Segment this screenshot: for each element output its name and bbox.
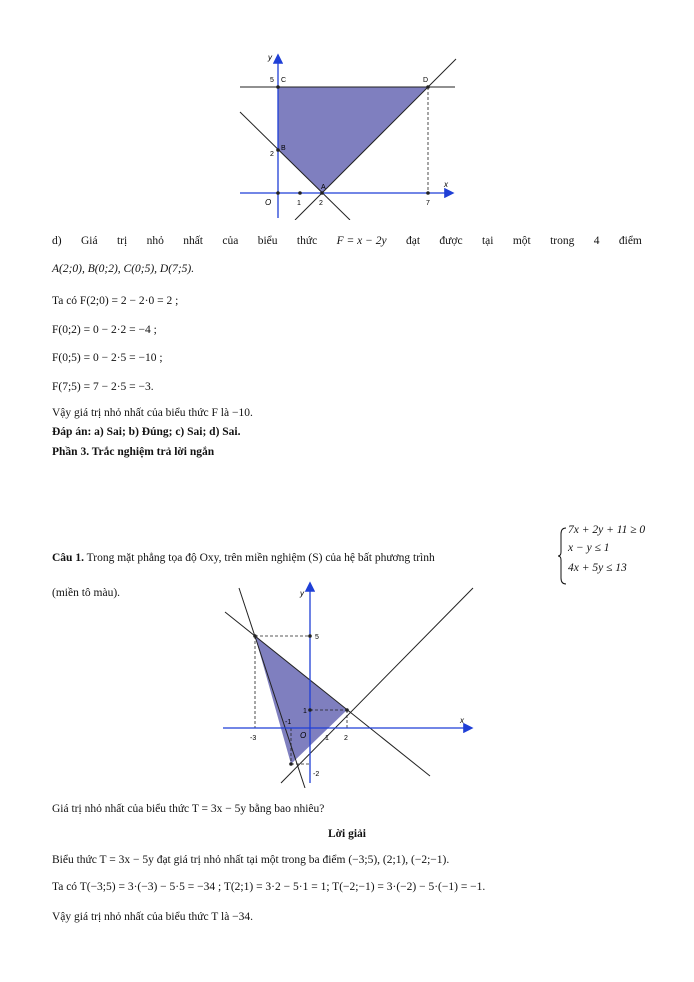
solution-title: Lời giải <box>328 828 366 840</box>
fig2-tick-x-1: 1 <box>325 735 329 742</box>
part-d-calc4: F(7;5) = 7 − 2·5 = −3. <box>52 381 154 393</box>
solution-line3: Vậy giá trị nhỏ nhất của biểu thức T là −34. <box>52 911 254 923</box>
part-d-word: của <box>222 235 239 247</box>
fig1-tick-x-2: 2 <box>319 200 323 207</box>
part-d-conclusion: Vậy giá trị nhỏ nhất của biểu thức F là −10. <box>52 407 253 419</box>
part-d-word: đạt <box>405 235 421 247</box>
figure-2-feasible-region <box>215 578 480 788</box>
answer-line: Đáp án: a) Sai; b) Đúng; c) Sai; d) Sai. <box>52 426 241 438</box>
part-d-word: 4 <box>593 235 600 247</box>
fig1-y-label: y <box>268 53 272 62</box>
fig2-y-label: y <box>300 589 304 598</box>
solution-line2: Ta có T(−3;5) = 3·(−3) − 5·5 = −34 ; T(2;1) = 3·2 − 5·1 = 1; T(−2;−1) = 3·(−2) − 5·(−1) = −1. <box>52 881 486 893</box>
part-d-word: nhỏ <box>146 235 164 247</box>
fig1-region <box>278 87 428 193</box>
part-d-word: thức <box>296 235 318 247</box>
fig2-tick-y-1: 1 <box>303 708 307 715</box>
inequality-3: 4x + 5y ≤ 13 <box>568 562 627 574</box>
part-d-calc1: Ta có F(2;0) = 2 − 2·0 = 2 ; <box>52 295 179 307</box>
part-d-word: điểm <box>618 235 642 247</box>
fig1-tick-y-2: 2 <box>270 151 274 158</box>
fig1-point-a: A <box>321 184 326 191</box>
fig1-tick-x-7: 7 <box>426 200 430 207</box>
figure-1-feasible-region <box>230 50 470 220</box>
question-1-body: Trong mặt phẳng tọa độ Oxy, trên miền nghiệm (S) của hệ bất phương trình <box>86 552 435 564</box>
section-3-heading: Phần 3. Trắc nghiệm trả lời ngắn <box>52 446 215 458</box>
inequality-2: x − y ≤ 1 <box>568 542 610 554</box>
part-d-line1 <box>52 234 642 249</box>
question-1-text <box>52 551 435 566</box>
part-d-word: d) <box>52 235 62 247</box>
part-d-word: Giá <box>80 235 98 247</box>
fig1-point-d: D <box>423 77 429 84</box>
fig2-origin-label: O <box>300 731 307 740</box>
fig2-x-label: x <box>460 716 464 725</box>
fig2-tick-x-2: 2 <box>344 735 348 742</box>
fig1-origin-label: O <box>265 198 272 207</box>
fig1-tick-y-5: 5 <box>270 77 274 84</box>
solution-line1: Biểu thức T = 3x − 5y đạt giá trị nhỏ nhất tại một trong ba điểm (−3;5), (2;1), (−2;−1). <box>52 854 450 866</box>
fig2-tick-x-neg1: -1 <box>285 719 292 726</box>
question-1-note: (miền tô màu). <box>52 587 121 599</box>
fig1-tick-x-1: 1 <box>297 200 301 207</box>
question-1-prompt: Giá trị nhỏ nhất của biểu thức T = 3x − 5y bằng bao nhiêu? <box>52 803 325 815</box>
part-d-word: biểu <box>257 235 278 247</box>
part-d-word: tại <box>481 235 494 247</box>
inequality-1: 7x + 2y + 11 ≥ 0 <box>568 524 646 536</box>
fig2-region <box>255 636 347 764</box>
part-d-word: nhất <box>183 235 203 247</box>
part-d-line2: A(2;0), B(0;2), C(0;5), D(7;5). <box>52 263 195 275</box>
part-d-calc3: F(0;5) = 0 − 2·5 = −10 ; <box>52 352 163 364</box>
part-d-word: một <box>512 235 531 247</box>
system-brace <box>558 526 568 586</box>
fig2-tick-y-5: 5 <box>315 634 319 641</box>
question-1-label: Câu 1. <box>52 552 84 564</box>
part-d-calc2: F(0;2) = 0 − 2·2 = −4 ; <box>52 324 157 336</box>
fig1-point-c: C <box>281 77 287 84</box>
fig2-tick-y-neg2: -2 <box>313 771 320 778</box>
part-d-word: được <box>439 235 463 247</box>
part-d-word: trị <box>116 235 128 247</box>
fig1-x-label: x <box>444 180 448 189</box>
fig2-tick-x-neg3: -3 <box>250 735 257 742</box>
part-d-word: F = x − 2y <box>336 235 387 247</box>
part-d-word: trong <box>550 235 575 247</box>
fig1-point-b: B <box>281 145 286 152</box>
